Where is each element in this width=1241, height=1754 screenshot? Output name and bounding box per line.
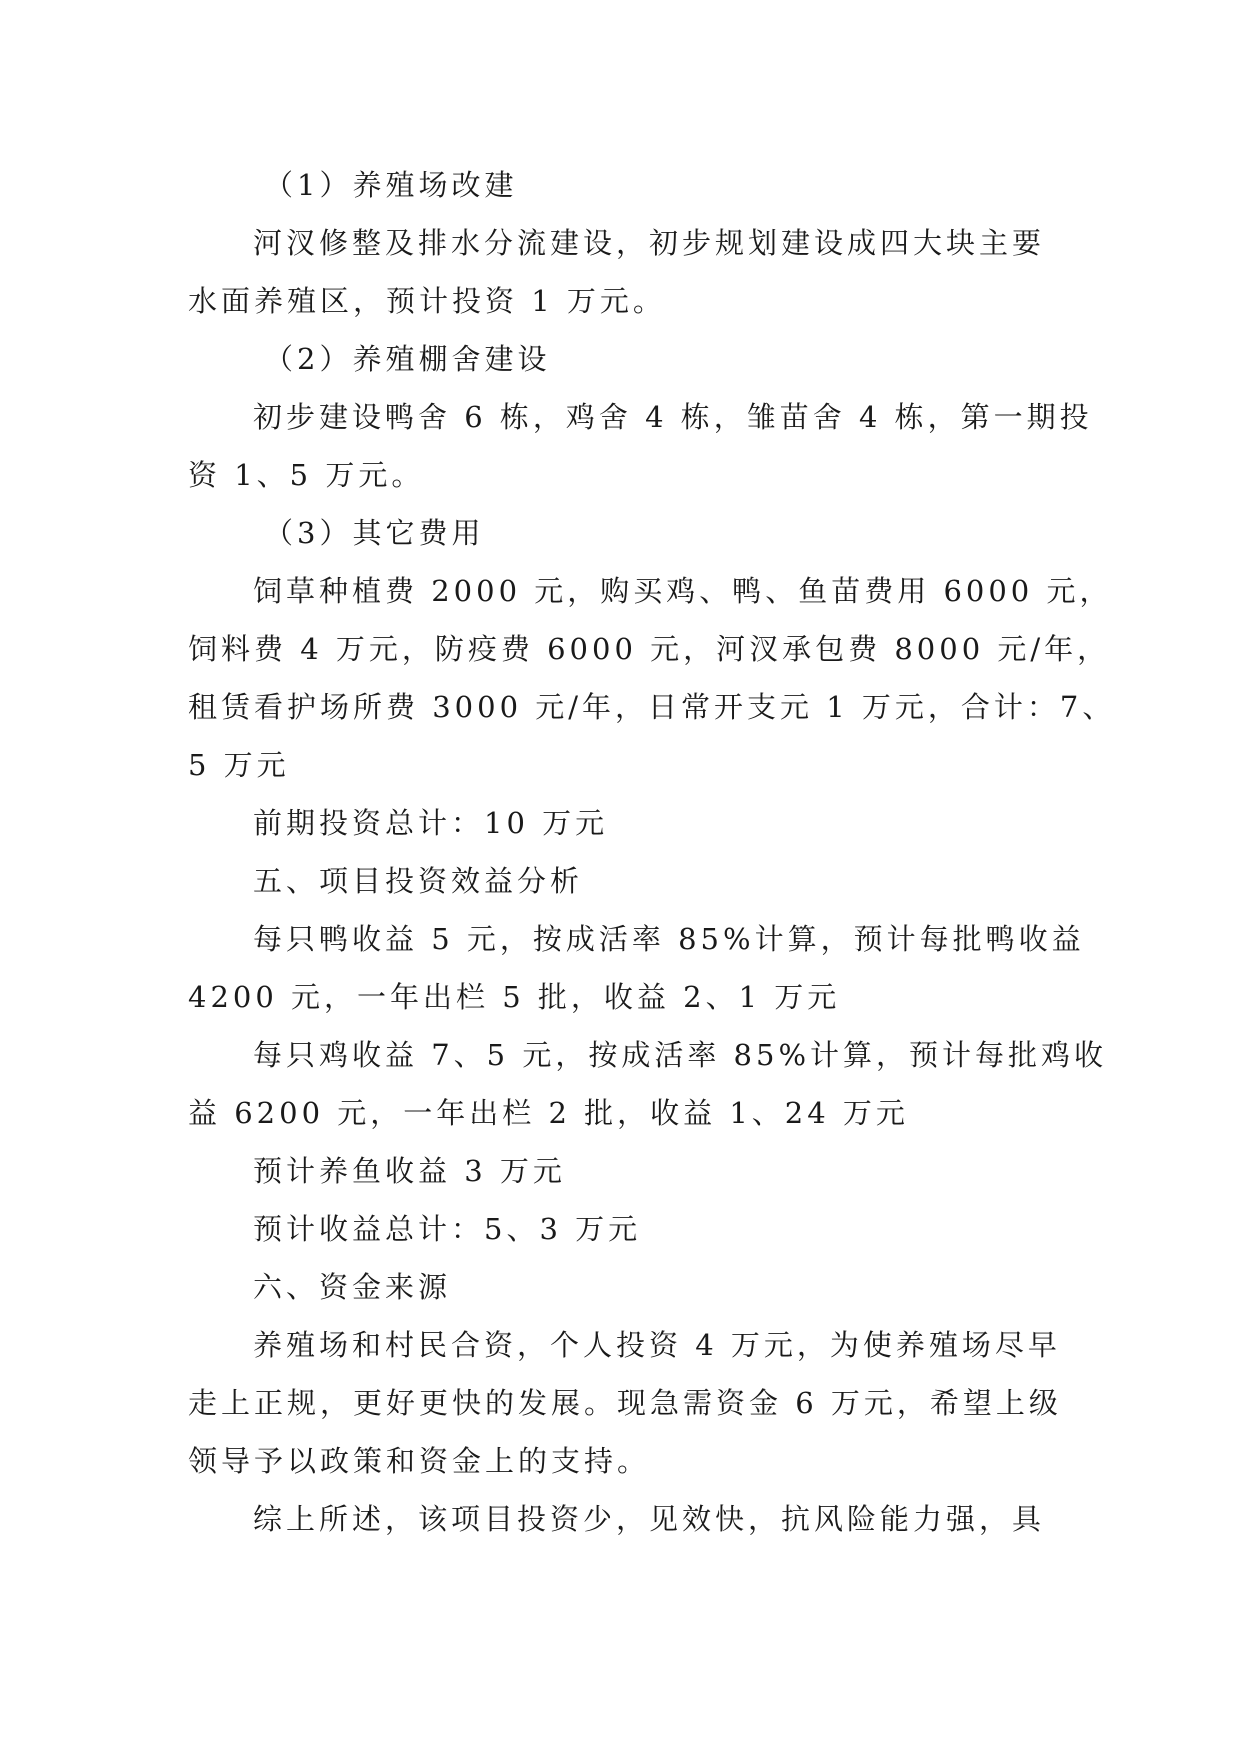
paragraph-line: 饲料费 4 万元，防疫费 6000 元，河汊承包费 8000 元/年， <box>188 632 1111 666</box>
paragraph-line: 初步建设鸭舍 6 栋，鸡舍 4 栋，雏苗舍 4 栋，第一期投 <box>253 400 1093 434</box>
paragraph-line: 领导予以政策和资金上的支持。 <box>188 1444 651 1478</box>
paragraph-line: 益 6200 元，一年出栏 2 批，收益 1、24 万元 <box>188 1096 909 1130</box>
paragraph-line: 饲草种植费 2000 元，购买鸡、鸭、鱼苗费用 6000 元， <box>253 574 1113 608</box>
subsection-heading-1: （1）养殖场改建 <box>264 168 518 202</box>
section-heading-6: 六、资金来源 <box>253 1270 452 1304</box>
paragraph-line: 综上所述，该项目投资少，见效快，抗风险能力强，具 <box>253 1502 1046 1536</box>
total-line: 前期投资总计：10 万元 <box>253 806 609 840</box>
paragraph-line: 资 1、5 万元。 <box>188 458 425 492</box>
paragraph-line: 水面养殖区，预计投资 1 万元。 <box>188 284 666 318</box>
subsection-heading-2: （2）养殖棚舍建设 <box>264 342 551 376</box>
paragraph-line: 走上正规，更好更快的发展。现急需资金 6 万元，希望上级 <box>188 1386 1062 1420</box>
paragraph-line: 租赁看护场所费 3000 元/年，日常开支元 1 万元，合计：7、 <box>188 690 1116 724</box>
paragraph-line: 每只鸭收益 5 元，按成活率 85%计算，预计每批鸭收益 <box>253 922 1085 956</box>
paragraph-line: 预计养鱼收益 3 万元 <box>253 1154 566 1188</box>
total-line: 预计收益总计：5、3 万元 <box>253 1212 642 1246</box>
paragraph-line: 河汊修整及排水分流建设，初步规划建设成四大块主要 <box>253 226 1046 260</box>
section-heading-5: 五、项目投资效益分析 <box>253 864 584 898</box>
paragraph-line: 5 万元 <box>188 748 290 782</box>
subsection-heading-3: （3）其它费用 <box>264 516 485 550</box>
paragraph-line: 4200 元，一年出栏 5 批，收益 2、1 万元 <box>188 980 841 1014</box>
paragraph-line: 养殖场和村民合资，个人投资 4 万元，为使养殖场尽早 <box>253 1328 1061 1362</box>
paragraph-line: 每只鸡收益 7、5 元，按成活率 85%计算，预计每批鸡收 <box>253 1038 1108 1072</box>
